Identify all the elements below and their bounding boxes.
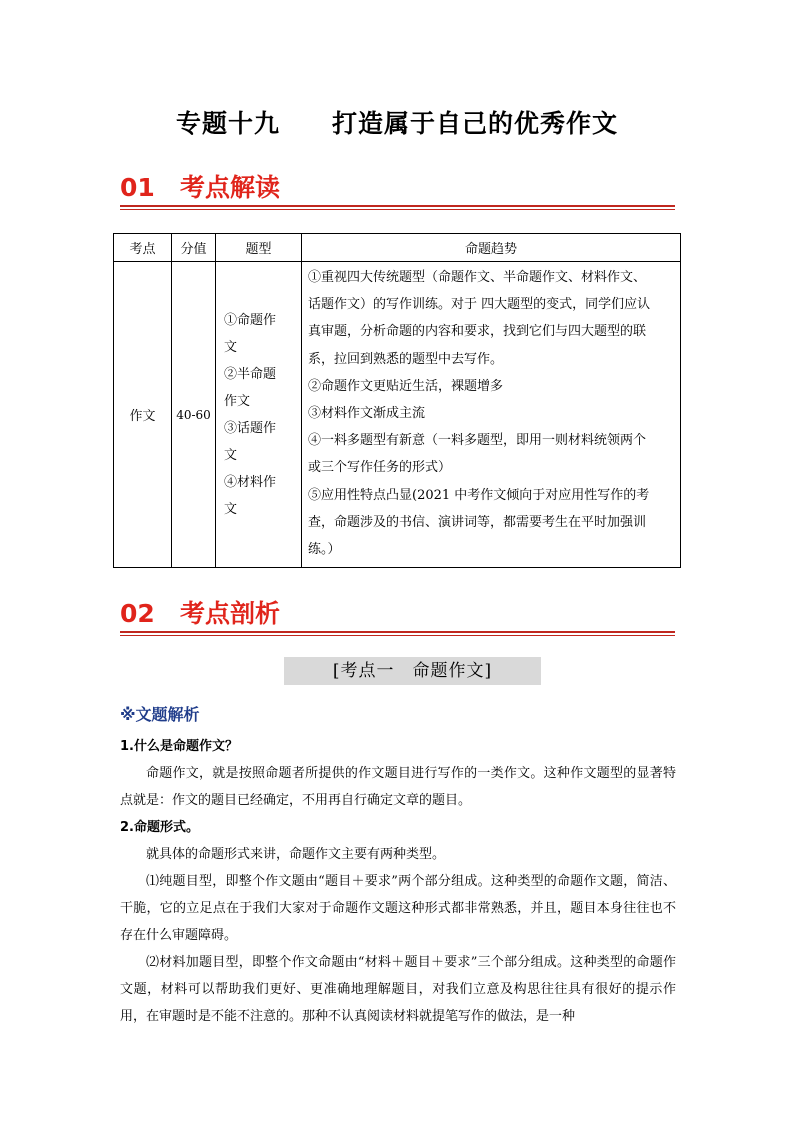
table-cell-item: 作文 [114, 262, 172, 568]
question-heading: 2.命题形式。 [120, 820, 199, 835]
type-line: 文 [224, 339, 238, 355]
section-label: 考点解读 [180, 173, 281, 202]
table-header: 命题趋势 [302, 234, 681, 262]
paragraph: ⑵材料加题目型，即整个作文命题由“材料＋题目＋要求”三个部分组成。这种类型的命题作文题，材料可以帮助我们更好、更准确地理解题目，对我们立意及构思往往具有很好的提示作用，在审题时是不能不注意的。那种不认真阅读材料就提笔写作的做法，是一种 [120, 955, 676, 1024]
section-rule-thin [120, 635, 675, 636]
trend-line: 练。） [308, 542, 341, 558]
table-cell-trends [302, 262, 681, 568]
table-header: 题型 [216, 234, 302, 262]
paragraph: ⑴纯题目型，即整个作文题由“题目＋要求”两个部分组成。这种类型的命题作文题，简洁、干脆，它的立足点在于我们大家对于命题作文题这种形式都非常熟悉，并且，题目本身往往也不存在什么审题障碍。 [120, 874, 676, 943]
section-number: 01 [120, 173, 155, 202]
article-body [120, 733, 676, 1030]
section-rule-thin [120, 209, 675, 210]
trend-line: 系，拉回到熟悉的题型中去写作。 [308, 351, 504, 367]
trend-line: ⑤应用性特点凸显(2021 中考作文倾向于对应用性写作的考 [308, 487, 650, 503]
trend-line: ②命题作文更贴近生活，裸题增多 [308, 378, 504, 394]
trend-line: 查，命题涉及的书信、演讲词等，都需要考生在平时加强训 [308, 514, 647, 530]
type-line: ①命题作 [224, 312, 277, 328]
paragraph: 就具体的命题形式来讲，命题作文主要有两种类型。 [146, 847, 446, 862]
type-line: ④材料作 [224, 474, 277, 490]
analysis-heading: ※文题解析 [120, 705, 200, 724]
type-line: 文 [224, 447, 238, 463]
paragraph: 命题作文，就是按照命题者所提供的作文题目进行写作的一类作文。这种作文题型的显著特点就是：作文的题目已经确定，不用再自行确定文章的题目。 [120, 766, 676, 808]
exam-point-table [113, 233, 681, 568]
type-line: 文 [224, 501, 238, 517]
table-header: 分值 [172, 234, 216, 262]
section-number: 02 [120, 599, 155, 628]
section-rule [120, 631, 675, 633]
trend-line: ④一料多题型有新意（一料多题型，即用一则材料统领两个 [308, 433, 647, 449]
section-header-2 [120, 599, 675, 636]
table-header: 考点 [114, 234, 172, 262]
table-cell-types [216, 262, 302, 568]
question-heading: 1.什么是命题作文？ [120, 739, 238, 754]
trend-line: ①重视四大传统题型（命题作文、半命题作文、材料作文、 [308, 270, 647, 285]
trend-line: ③材料作文渐成主流 [308, 406, 426, 422]
page-title [0, 104, 794, 140]
section-label: 考点剖析 [180, 599, 281, 628]
trend-line: 话题作文）的写作训练。对于 四大题型的变式，同学们应认 [308, 297, 651, 313]
section-rule [120, 205, 675, 207]
title-part-2: 打造属于自己的优秀作文 [332, 109, 619, 138]
title-part-1: 专题十九 [175, 109, 280, 138]
section-header-1 [120, 173, 675, 210]
table-cell-score: 40-60 [172, 262, 216, 568]
table-row [114, 262, 681, 568]
type-line: ②半命题 [224, 366, 277, 382]
trend-line: 真审题，分析命题的内容和要求，找到它们与四大题型的联 [308, 324, 647, 340]
type-line: ③话题作 [224, 420, 277, 436]
exam-point-box: [考点一 命题作文] [284, 657, 541, 685]
trend-line: 或三个写作任务的形式） [308, 460, 452, 476]
table-header-row [114, 234, 681, 262]
type-line: 作文 [224, 393, 251, 409]
